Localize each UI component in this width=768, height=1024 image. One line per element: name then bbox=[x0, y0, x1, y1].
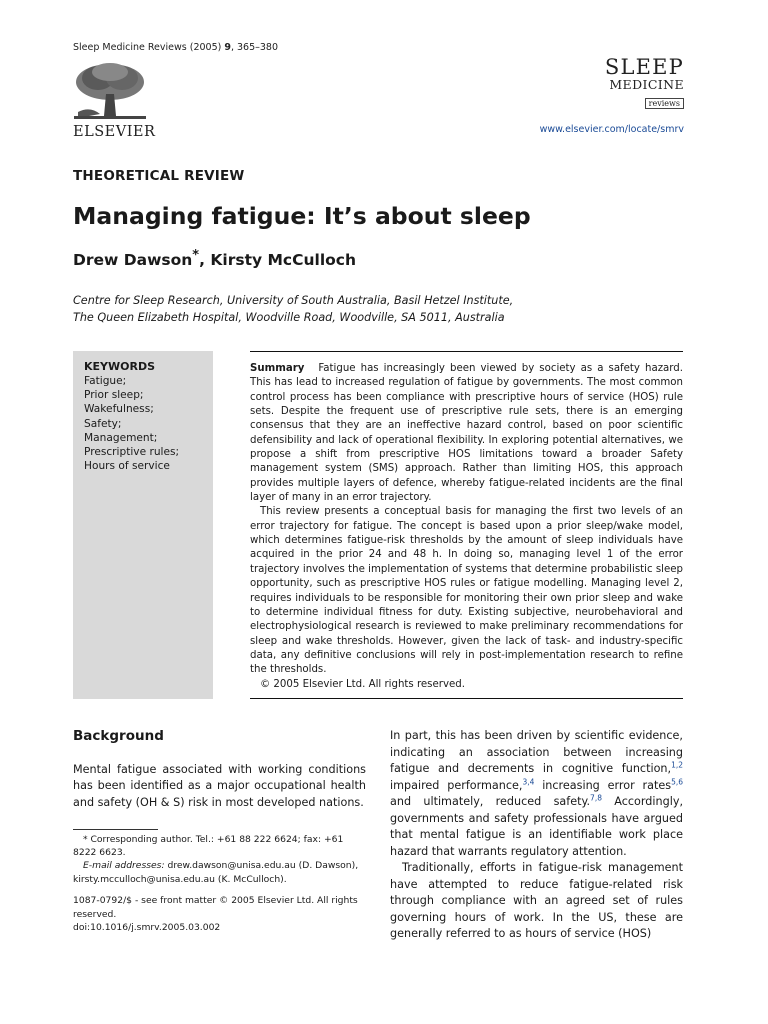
reference-link[interactable]: 7,8 bbox=[590, 793, 602, 803]
author-dawson: Drew Dawson bbox=[73, 251, 193, 270]
keywords-list bbox=[84, 374, 213, 473]
front-matter bbox=[73, 894, 366, 935]
article-title: Managing fatigue: It’s about sleep bbox=[73, 202, 531, 230]
journal-logo-reviews: reviews bbox=[645, 98, 684, 109]
elsevier-wordmark: ELSEVIER bbox=[73, 124, 156, 140]
body-text: and ultimately, reduced safety. bbox=[390, 795, 591, 808]
journal-url-link[interactable]: www.elsevier.com/locate/smrv bbox=[539, 124, 684, 135]
body-text: In part, this has been driven by scientific evidence, indicating an association between increasing fatigue and decrements in cognitive function, bbox=[390, 729, 683, 775]
issn-line: 1087-0792/$ - see front matter © 2005 Elsevier Ltd. All rights reserved. bbox=[73, 895, 358, 920]
keyword-item: Prescriptive rules; bbox=[84, 446, 180, 459]
keyword-item: Wakefulness; bbox=[84, 403, 154, 416]
journal-logo bbox=[598, 56, 684, 110]
keyword-item: Management; bbox=[84, 431, 158, 444]
abstract-bottom-rule bbox=[250, 698, 683, 699]
reference-link[interactable]: 3,4 bbox=[522, 776, 535, 786]
body-text: increasing error rates bbox=[534, 778, 672, 792]
footnote-rule bbox=[73, 829, 158, 830]
article-type: THEORETICAL REVIEW bbox=[73, 168, 245, 184]
body-paragraph: Traditionally, efforts in fatigue-risk management have attempted to reduce fatigue-related risk through compliance with an agreed set of rules governing hours of work. In the US, these are generally referred to as hours of service (HOS) bbox=[390, 861, 683, 940]
affiliation-line: The Queen Elizabeth Hospital, Woodville Road, Woodville, SA 5011, Australia bbox=[73, 311, 505, 324]
keyword-item: Safety; bbox=[84, 417, 122, 430]
keyword-item: Hours of service bbox=[84, 460, 170, 473]
corresponding-author-note: * Corresponding author. Tel.: +61 88 222 6624; fax: +61 8222 6623. bbox=[73, 834, 344, 859]
abstract-paragraph: This review presents a conceptual basis for managing the first two levels of an error trajectory for fatigue. The concept is based upon a prior sleep/wake model, which determines fatigue-risk thresholds by the amount of sleep individuals have acquired in the prior 24 and 48 h. In doing so, managing level 1 of the error trajectory involves the implementation of systems that determine probabilistic sleep opportunity, such as prescriptive HOS rules or fatigue modelling. Managing level 2, requires individuals to be responsible for monitoring their own prior sleep and wake to determine individual fitness for duty. Existing subjective, neurobehavioral and electrophysiological research is reviewed to make preliminary recommendations for sleep and wake thresholds. However, given the lack of task- and industry-specific data, any definitive conclusions will rely in post-implementation research to refine the thresholds. bbox=[250, 506, 683, 676]
affiliation-line: Centre for Sleep Research, University of South Australia, Basil Hetzel Institute, bbox=[73, 294, 514, 307]
abstract-label: Summary bbox=[250, 363, 305, 374]
author-mcculloch: , Kirsty McCulloch bbox=[199, 251, 357, 270]
body-paragraph: Mental fatigue associated with working conditions has been identified as a major occupational health and safety (OH & S) risk in most developed nations. bbox=[73, 763, 366, 809]
keyword-item: Prior sleep; bbox=[84, 389, 144, 402]
reference-link[interactable]: 1,2 bbox=[671, 760, 683, 770]
abstract-paragraph bbox=[250, 362, 683, 505]
right-column bbox=[390, 728, 683, 943]
elsevier-tree-logo bbox=[70, 60, 150, 122]
email-note bbox=[73, 859, 366, 885]
author-list bbox=[73, 248, 356, 269]
body-text: impaired performance, bbox=[390, 778, 523, 792]
abstract-p1-text: Fatigue has increasingly been viewed by society as a safety hazard. This has lead to increased regulation of fatigue by governments. The most common control process has been compliance with prescriptive hours of service (HOS) rule sets. Despite the frequent use of prescriptive rule sets, there is an emerging consensus that they are an ineffective hazard control, based on poor scientific defensibility and lack of operational flexibility. In exploring potential alternatives, we propose a shift from prescriptive HOS limitations toward a broader Safety management system (SMS) approach. Rather than limiting HOS, this approach provides multiple layers of defence, whereby fatigue-related incidents are the final layer of many in an error trajectory. bbox=[250, 363, 683, 504]
doi-line[interactable]: doi:10.1016/j.smrv.2005.03.002 bbox=[73, 922, 221, 933]
section-heading-background: Background bbox=[73, 728, 164, 744]
journal-logo-medicine: MEDICINE bbox=[609, 77, 684, 92]
abstract-top-rule bbox=[250, 351, 683, 352]
citation-text: Sleep Medicine Reviews (2005) bbox=[73, 42, 225, 53]
keywords-box bbox=[73, 351, 213, 699]
citation-pages: , 365–380 bbox=[230, 42, 279, 53]
abstract-copyright: © 2005 Elsevier Ltd. All rights reserved. bbox=[260, 678, 465, 690]
keywords-heading: KEYWORDS bbox=[84, 360, 156, 373]
abstract bbox=[250, 362, 683, 692]
footnote bbox=[73, 833, 366, 886]
email-addresses[interactable]: drew.dawson@unisa.edu.au (D. Dawson), kirsty.mcculloch@unisa.edu.au (K. McCulloch). bbox=[73, 860, 359, 885]
affiliation bbox=[73, 292, 513, 326]
journal-logo-sleep: SLEEP bbox=[604, 55, 684, 79]
body-paragraph bbox=[390, 728, 683, 860]
email-label: E-mail addresses: bbox=[83, 860, 165, 872]
reference-link[interactable]: 5,6 bbox=[671, 776, 683, 786]
body-text: Accordingly, governments and safety professionals have argued that mental fatigue is an identifiable work place hazard that warrants regulatory attention. bbox=[390, 795, 683, 858]
corresponding-mark[interactable]: * bbox=[192, 248, 200, 263]
keyword-item: Fatigue; bbox=[84, 375, 127, 387]
citation-volume: 9 bbox=[224, 42, 231, 53]
journal-citation bbox=[73, 42, 278, 53]
